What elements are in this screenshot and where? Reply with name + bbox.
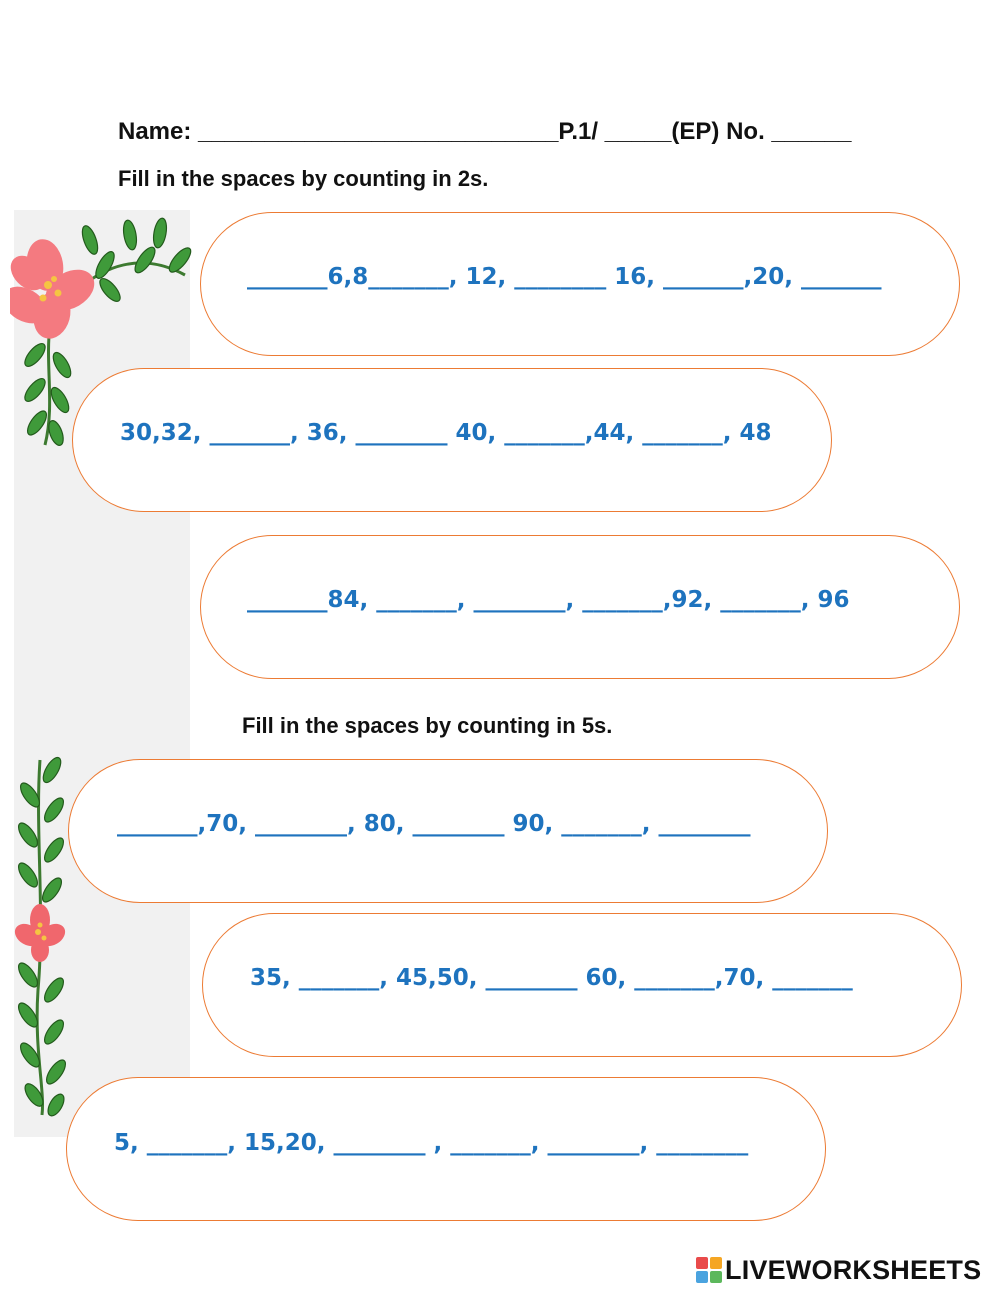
instruction-count-2s: Fill in the spaces by counting in 2s. (118, 166, 489, 191)
sequence-5s-row-3: 5, _______, 15,20, ________ , _______, ________, ________ (114, 1130, 749, 1156)
name-line: Name: ___________________________P.1/ _____(EP) No. ______ (118, 118, 852, 145)
sequence-5s-row-2: 35, _______, 45,50, ________ 60, _______,70, _______ (250, 965, 853, 991)
liveworksheets-logo-mark-icon (696, 1257, 722, 1283)
flower-vine-decoration-bottom (10, 750, 75, 1120)
instruction-count-5s: Fill in the spaces by counting in 5s. (242, 713, 613, 738)
sequence-5s-row-1: _______,70, ________, 80, ________ 90, _______, ________ (117, 811, 751, 837)
liveworksheets-logo-text: LIVEWORKSHEETS (725, 1254, 982, 1285)
sequence-2s-row-2: 30,32, _______, 36, ________ 40, _______,44, _______, 48 (120, 420, 772, 446)
liveworksheets-logo (696, 1253, 981, 1287)
sequence-2s-row-1: _______6,8_______, 12, ________ 16, _______,20, _______ (247, 264, 882, 290)
sequence-2s-row-3: _______84, _______, ________, _______,92, _______, 96 (247, 587, 850, 613)
